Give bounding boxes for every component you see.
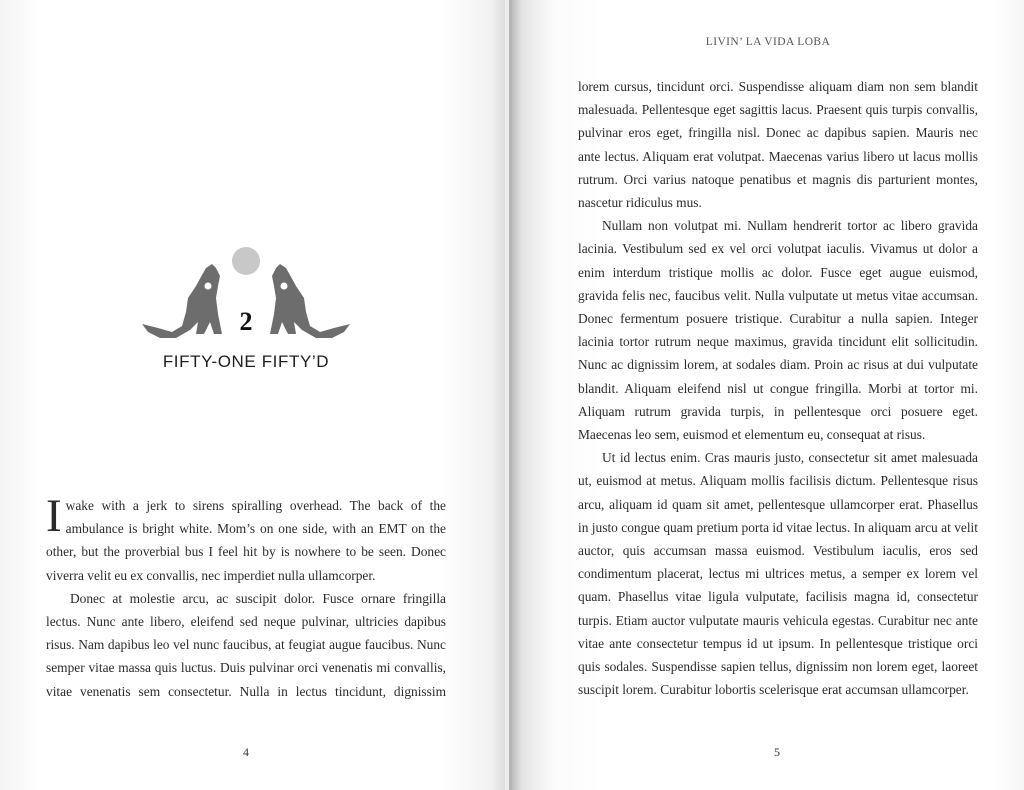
- left-page-body: [46, 490, 446, 703]
- chapter-number: 2: [239, 307, 253, 336]
- right-wolf-icon: [270, 264, 350, 338]
- paragraph: Donec at molestie arcu, ac suscipit dolor. Fusce ornare fringilla lectus. Nunc ante libero, eleifend sed neque pulvinar, ultricies dapibus risus. Nam dapibus leo vel nunc faucibus, at feugiat augue faucibus. Nunc semper vitae massa quis luctus. Duis pulvinar orci venenatis mi convallis, vitae venenatis sem consectetur. Nulla in lectus tincidunt, dignissim: [46, 590, 446, 699]
- howling-wolves-moon-icon: [138, 242, 354, 346]
- spine-line: [509, 0, 512, 790]
- moon-icon: [232, 247, 260, 275]
- paragraph: [46, 490, 446, 587]
- paragraph: lorem cursus, tincidunt orci. Suspendisse aliquam diam non sem blandit malesuada. Pellentesque eget sagittis lacus. Praesent quis turpis convallis, pulvinar eros eget, fringilla nisl. Donec ac dapibus sapien. Mauris nec ante lectus. Aliquam erat volutpat. Maecenas varius libero ut lacus mollis rutrum. Orci varius natoque penatibus et magnis dis parturient montes, nascetur ridiculus mus.: [578, 79, 978, 211]
- paragraph-text: wake with a jerk to sirens spiralling overhead. The back of the ambulance is bright white. Mom’s on one side, with an EMT on the other, but the proverbial bus I feel hit by is nowhere to be seen. Donec viverra velit eu ex convallis, nec imperdiet nulla ullamcorper.: [46, 498, 446, 583]
- drop-cap: I: [46, 490, 62, 542]
- right-page-body: [578, 75, 978, 701]
- page-number-left: 4: [243, 745, 249, 759]
- paragraph: Nullam non volutpat mi. Nullam hendrerit tortor ac libero gravida lacinia. Vestibulum sed ex vel orci volutpat iaculis. Vivamus ut dolor a enim interdum tristique mollis ac dolor. Fusce eget augue euismod, gravida felis nec, faucibus velit. Nulla vulputate ut metus vitae accumsan. Donec fermentum posuere tristique. Curabitur a nulla sapien. Integer lacinia tortor rutrum neque maximus, gravida tincidunt elit sollicitudin. Nunc ac dignissim lorem, at sodales diam. Proin ac risus at dui vulputate blandit. Aliquam eleifend nisl ut congue fringilla. Morbi at tortor mi. Aliquam rutrum gravida turpis, in pellentesque orci posuere eget. Maecenas leo sem, euismod et elementum eu, consequat at risus.: [578, 218, 978, 443]
- page-number-right: 5: [774, 745, 780, 759]
- chapter-title: FIFTY-ONE FIFTY’D: [162, 352, 330, 371]
- left-wolf-icon: [142, 264, 222, 338]
- paragraph: Ut id lectus enim. Cras mauris justo, consectetur sit amet malesuada ut, euismod at metus. Aliquam mollis facilisis dictum. Pellentesque risus arcu, aliquam id quam sit amet, pellentesque ullamcorper erat. Phasellus in justo congue quam pretium porta id vitae lectus. In aliquam arcu at velit auctor, quis accumsan massa euismod. Vestibulum iaculis, eros sed condimentum placerat, lectus mi ultrices metus, a semper ex lorem vel quam. Phasellus vitae ligula vulputate, facilisis magna id, consectetur turpis. Etiam auctor vulputate mauris vehicula egestas. Curabitur nec ante vitae ante consectetur tempus id ut ipsum. In pellentesque tristique orci quis sodales. Suspendisse sapien tellus, dignissim non lorem eget, laoreet suscipit lorem. Curabitur lobortis scelerisque erat accumsan ullamcorper.: [578, 450, 978, 698]
- running-head: LIVIN’ LA VIDA LOBA: [705, 36, 831, 48]
